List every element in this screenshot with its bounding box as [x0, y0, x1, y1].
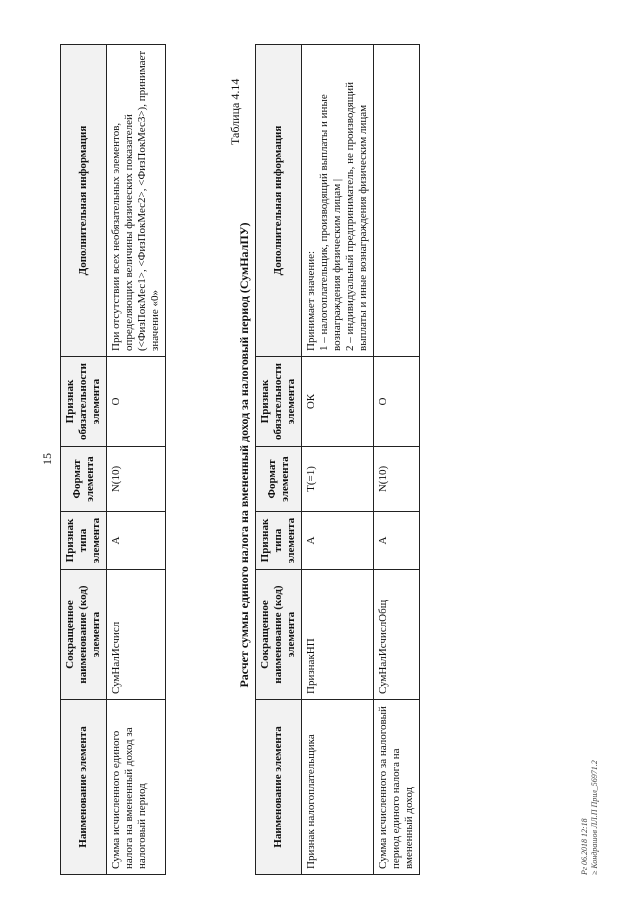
table-row	[302, 45, 374, 875]
cell-code: СумНалИсчисл	[107, 570, 166, 700]
info-line: 1 – налогоплательщик, производящий выплаты и иные вознаграждения физическим лицам |	[318, 94, 343, 351]
cell-code: СумНалИсчислОбщ	[374, 570, 420, 700]
header-info: Дополнительная информация	[61, 45, 107, 357]
header-type: Признак типа элемента	[256, 512, 302, 570]
cell-format: N(10)	[107, 447, 166, 512]
table-label: Таблица 4.14	[228, 78, 242, 145]
document-stamp	[580, 760, 600, 875]
stamp-line: ≥ Кондрашов ЛЛ.П Прил_56971.2	[590, 760, 599, 875]
cell-name: Сумма исчисленного за налоговый период единого налога на вмененный доход	[374, 700, 420, 875]
cell-type: А	[302, 512, 374, 570]
header-required: Признак обязательности элемента	[256, 357, 302, 447]
header-format: Формат элемента	[256, 447, 302, 512]
cell-format: T(=1)	[302, 447, 374, 512]
header-name: Наименование элемента	[256, 700, 302, 875]
info-line: Принимает значение:	[305, 250, 317, 351]
header-code: Сокращенное наименование (код) элемента	[256, 570, 302, 700]
header-type: Признак типа элемента	[61, 512, 107, 570]
cell-name: Сумма исчисленного единого налога на вмененный доход за налоговый период	[107, 700, 166, 875]
cell-code: ПризнакНП	[302, 570, 374, 700]
table-header-row	[61, 45, 107, 875]
table-header-row	[256, 45, 302, 875]
cell-name: Признак налогоплательщика	[302, 700, 374, 875]
table-elements-1	[60, 44, 166, 875]
cell-type: А	[107, 512, 166, 570]
header-info: Дополнительная информация	[256, 45, 302, 357]
header-required: Признак обязательности элемента	[61, 357, 107, 447]
cell-format: N(10)	[374, 447, 420, 512]
cell-required: О	[107, 357, 166, 447]
header-code: Сокращенное наименование (код) элемента	[61, 570, 107, 700]
table-elements-2	[255, 44, 420, 875]
table-row	[374, 45, 420, 875]
cell-info: При отсутствии всех необязательных элементов, определяющих величины физических показателей (<ФизПокМес1>, <ФизПокМес2>, <ФизПокМес3>), принимает значение «0»	[107, 45, 166, 357]
cell-info	[374, 45, 420, 357]
cell-info	[302, 45, 374, 357]
table-title: Расчет суммы единого налога на вмененный доход за налоговый период (СумНалПУ)	[237, 222, 251, 688]
cell-required: О	[374, 357, 420, 447]
info-line: 2 – индивидуальный предприниматель, не производящий выплаты и иные вознаграждения физическим лицам	[344, 82, 369, 351]
header-format: Формат элемента	[61, 447, 107, 512]
cell-required: ОК	[302, 357, 374, 447]
stamp-line: Рг 06.2018 12:18	[580, 818, 589, 875]
cell-type: А	[374, 512, 420, 570]
header-name: Наименование элемента	[61, 700, 107, 875]
table-row	[107, 45, 166, 875]
page-number: 15	[40, 453, 54, 465]
